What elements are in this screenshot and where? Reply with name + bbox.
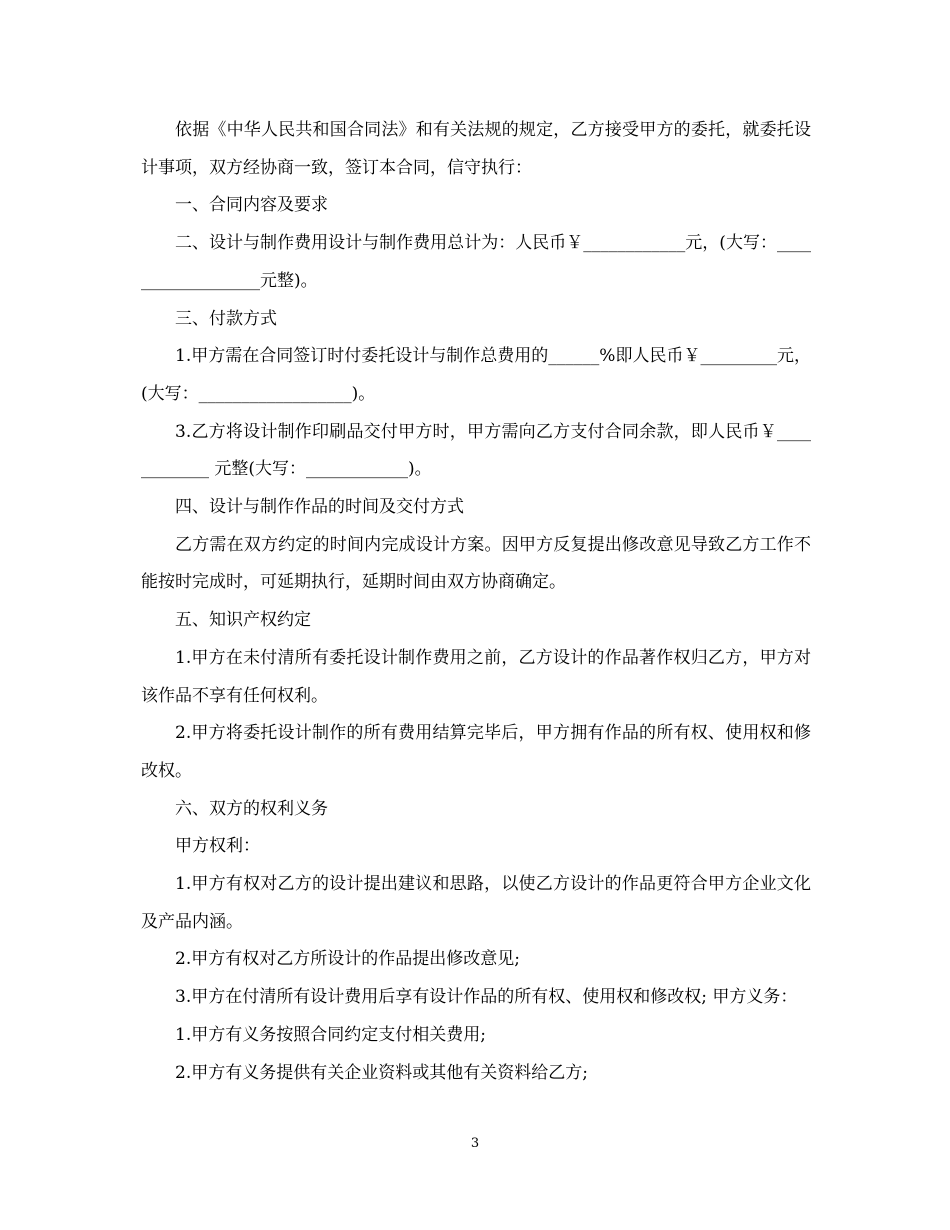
party-a-right-3: 3.甲方在付清所有设计费用后享有设计作品的所有权、使用权和修改权; 甲方义务： (175, 987, 798, 1008)
section-heading-payment: 三、付款方式 (175, 308, 277, 329)
payment-item-1: 1.甲方需在合同签订时付委托设计与制作总费用的______%即人民币￥_________元，(大写：__________________)。 (141, 346, 811, 404)
contract-body (141, 112, 811, 1092)
delivery-paragraph: 乙方需在双方约定的时间内完成设计方案。因甲方反复提出修改意见导致乙方工作不能按时完成时，可延期执行，延期时间由双方协商确定。 (141, 534, 811, 593)
party-a-right-2: 2.甲方有权对乙方所设计的作品提出修改意见; (175, 949, 520, 970)
intro-paragraph: 依据《中华人民共和国合同法》和有关法规的规定，乙方接受甲方的委托，就委托设计事项，双方经协商一致，签订本合同，信守执行： (141, 120, 811, 178)
ip-item-1: 1.甲方在未付清所有委托设计制作费用之前，乙方设计的作品著作权归乙方，甲方对该作品不享有任何权利。 (141, 647, 811, 706)
fee-paragraph: 二、设计与制作费用设计与制作费用总计为：人民币￥____________元，(大写：__________________元整)。 (141, 233, 811, 291)
ip-item-2: 2.甲方将委托设计制作的所有费用结算完毕后，甲方拥有作品的所有权、使用权和修改权。 (141, 723, 811, 781)
party-a-duty-1: 1.甲方有义务按照合同约定支付相关费用; (175, 1024, 486, 1045)
page-number: 3 (470, 1136, 480, 1151)
party-a-duty-2: 2.甲方有义务提供有关企业资料或其他有关资料给乙方; (175, 1062, 588, 1083)
section-heading-rights: 六、双方的权利义务 (175, 798, 328, 819)
section-heading-delivery: 四、设计与制作作品的时间及交付方式 (175, 497, 464, 518)
party-a-rights-heading: 甲方权利： (175, 836, 260, 857)
payment-item-3: 3.乙方将设计制作印刷品交付甲方时，甲方需向乙方支付合同余款，即人民币￥____________ 元整(大写：____________)。 (141, 421, 811, 480)
party-a-right-1: 1.甲方有权对乙方的设计提出建议和思路，以使乙方设计的作品更符合甲方企业文化及产品内涵。 (141, 874, 811, 932)
section-heading-ip: 五、知识产权约定 (175, 610, 311, 631)
section-heading-contents: 一、合同内容及要求 (175, 195, 328, 216)
